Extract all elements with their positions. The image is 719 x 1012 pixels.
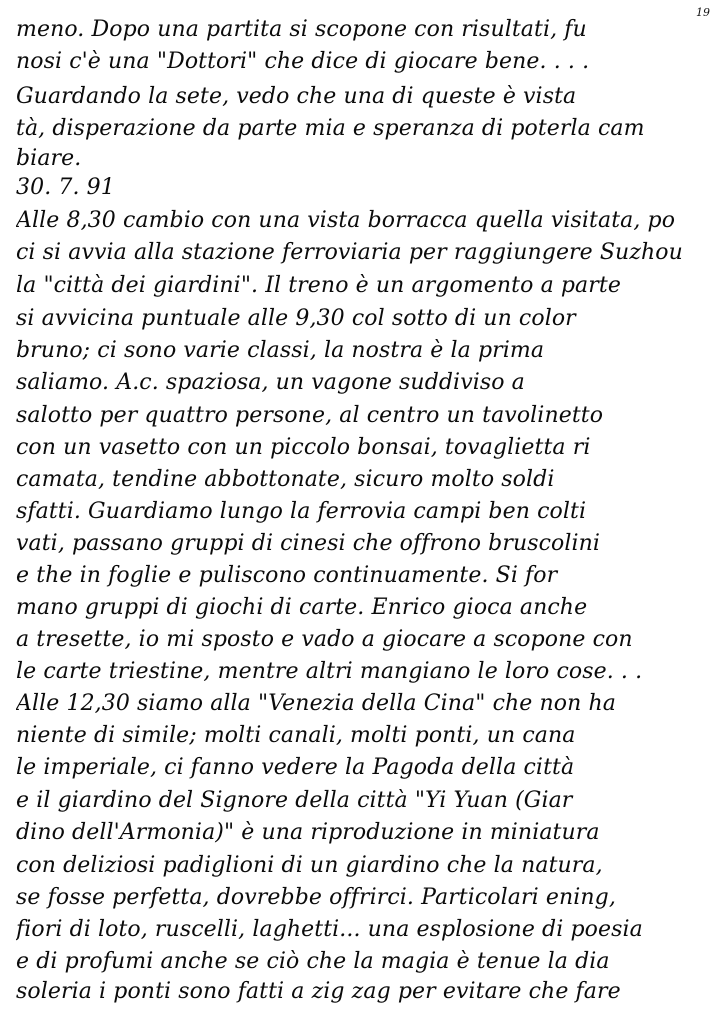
text-line: ci si avvia alla stazione ferroviaria per raggiungere Suzhou — [16, 240, 683, 265]
text-line: saliamo. A.c. spaziosa, un vagone suddiviso a — [16, 370, 525, 395]
text-line: salotto per quattro persone, al centro un tavolinetto — [16, 403, 604, 428]
text-line: e di profumi anche se ciò che la magia è tenue la dia — [16, 949, 610, 974]
text-line: vati, passano gruppi di cinesi che offrono bruscolini — [16, 531, 601, 556]
page-number: 19 — [696, 6, 710, 19]
text-line: fiori di loto, ruscelli, laghetti... una esplosione di poesia — [16, 917, 643, 942]
text-line: soleria i ponti sono fatti a zig zag per evitare che fare — [16, 979, 621, 1004]
text-line: dino dell'Armonia)" è una riproduzione in miniatura — [16, 820, 600, 845]
text-line: mano gruppi di giochi di carte. Enrico gioca anche — [16, 595, 588, 620]
text-line: Alle 12,30 siamo alla "Venezia della Cina" che non ha — [16, 691, 616, 716]
text-line: se fosse perfetta, dovrebbe offrirci. Particolari ening, — [16, 885, 616, 910]
text-line: a tresette, io mi sposto e vado a giocare a scopone con — [16, 627, 633, 652]
text-line: tà, disperazione da parte mia e speranza di poterla cam — [16, 116, 645, 141]
text-line: le carte triestine, mentre altri mangiano le loro cose. . . — [16, 659, 643, 684]
text-line: camata, tendine abbottonate, sicuro molto soldi — [16, 467, 555, 492]
text-line: si avvicina puntuale alle 9,30 col sotto di un color — [16, 306, 576, 331]
text-line: nosi c'è una "Dottori" che dice di giocare bene. . . . — [16, 49, 590, 74]
text-line: con deliziosi padiglioni di un giardino che la natura, — [16, 853, 603, 878]
text-line: sfatti. Guardiamo lungo la ferrovia campi ben colti — [16, 499, 587, 524]
text-line: meno. Dopo una partita si scopone con risultati, fu — [16, 17, 587, 42]
text-line: con un vasetto con un piccolo bonsai, tovaglietta ri — [16, 435, 591, 460]
text-line: e the in foglie e puliscono continuamente. Si for — [16, 563, 558, 588]
text-line: e il giardino del Signore della città "Yi Yuan (Giar — [16, 788, 573, 813]
text-line: Guardando la sete, vedo che una di queste è vista — [16, 84, 577, 109]
text-line: le imperiale, ci fanno vedere la Pagoda della città — [16, 755, 575, 780]
text-line: biare. — [16, 146, 82, 171]
text-line: Alle 8,30 cambio con una vista borracca quella visitata, po — [16, 208, 676, 233]
date-line: 30. 7. 91 — [16, 175, 115, 200]
text-line: la "città dei giardini". Il treno è un argomento a parte — [16, 273, 621, 298]
text-line: bruno; ci sono varie classi, la nostra è la prima — [16, 338, 545, 363]
text-line: niente di simile; molti canali, molti ponti, un cana — [16, 723, 576, 748]
